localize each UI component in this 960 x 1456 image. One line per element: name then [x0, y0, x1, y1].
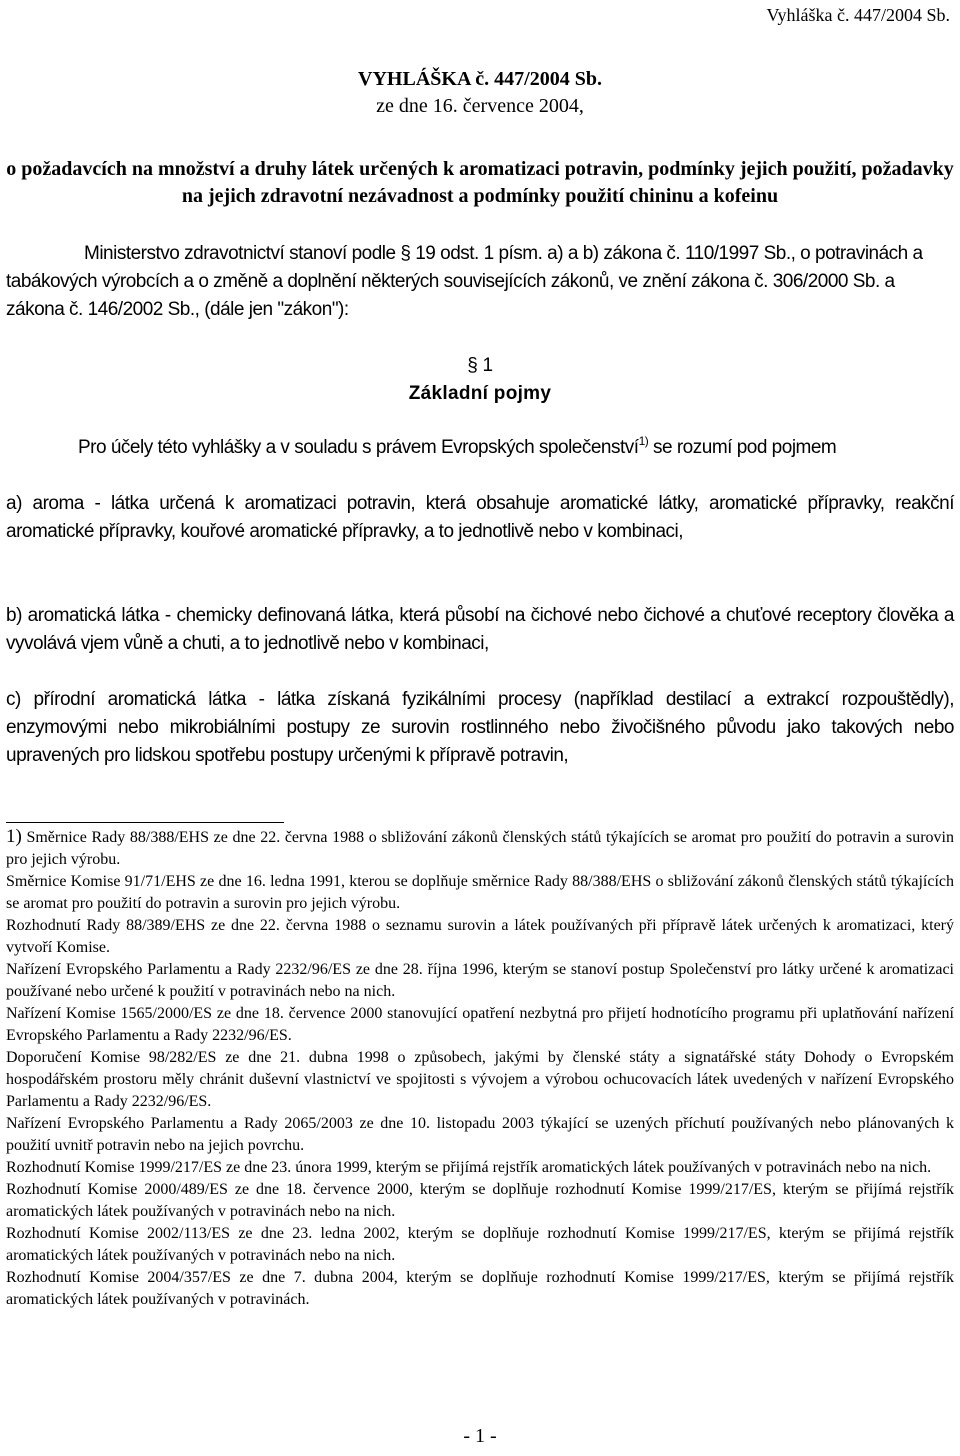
footnote-item: Rozhodnutí Rady 88/389/EHS ze dne 22. června 1988 o seznamu surovin a látek používaných při přípravě látek určených k aromatizaci, který vytvoří Komise. — [6, 917, 954, 956]
footnote-text: Směrnice Rady 88/388/EHS ze dne 22. června 1988 o sbližování zákonů členských států týkajících se aromat pro použití do potravin a surovin pro jejich výrobu. — [6, 829, 955, 868]
footnote-item: Rozhodnutí Komise 2002/113/ES ze dne 23. ledna 2002, kterým se doplňuje rozhodnutí Komise 1999/217/ES, kterým se přijímá rejstřík aromatických látek používaných v potravinách nebo na nich. — [6, 1225, 954, 1264]
footnote-divider — [6, 822, 284, 823]
running-header: Vyhláška č. 447/2004 Sb. — [766, 5, 950, 25]
section-number: § 1 — [467, 355, 493, 376]
footnote-item: Směrnice Komise 91/71/EHS ze dne 16. ledna 1991, kterou se doplňuje směrnice Rady 88/388/EHS o sbližování zákonů členských států týkajících se aromat pro použití do potravin a surovin pro jejich výrobu. — [6, 873, 954, 912]
footnote-item: Rozhodnutí Komise 1999/217/ES ze dne 23. února 1999, kterým se přijímá rejstřík aromatických látek používaných v potravinách nebo na nich. — [6, 1159, 932, 1176]
document-date: ze dne 16. července 2004, — [376, 95, 584, 117]
definition-item-b: b) aromatická látka - chemicky definovaná látka, která působí na čichové nebo čichové a chuťové receptory člověka a vyvolává vjem vůně a chuti, a to jednotlivě nebo v kombinaci, — [6, 605, 954, 654]
footnote-item: Doporučení Komise 98/282/ES ze dne 21. dubna 1998 o způsobech, jakými by členské státy a signatářské státy Dohody o Evropském hospodářském prostoru měly chránit duševní vlastnictví ve spojitosti s vývojem a výrobou ochucovacích látek uvedených v nařízení Evropského Parlamentu a Rady 2232/96/ES. — [6, 1049, 954, 1110]
footnote-item: Nařízení Komise 1565/2000/ES ze dne 18. července 2000 stanovující opatření nezbytná pro přijetí hodnotícího programu při uplatňování nařízení Evropského Parlamentu a Rady 2232/96/ES. — [6, 1005, 954, 1044]
footnote-reference: 1) — [638, 434, 649, 448]
footnote-item: Rozhodnutí Komise 2004/357/ES ze dne 7. dubna 2004, kterým se doplňuje rozhodnutí Komise 1999/217/ES, kterým se přijímá rejstřík aromatických látek používaných v potravinách. — [6, 1269, 954, 1308]
definition-item-c: c) přírodní aromatická látka - látka získaná fyzikálními procesy (například destilací a extrakcí rozpouštědly), enzymovými nebo mikrobiálními postupy ze surovin rostlinného nebo živočišného původu jako takových nebo upravených pro lidskou spotřebu postupy určenými k přípravě potravin, — [6, 689, 954, 766]
section-heading — [0, 352, 960, 408]
section-title: Základní pojmy — [408, 383, 552, 404]
document-subject: o požadavcích na množství a druhy látek určených k aromatizaci potravin, podmínky jejich použití, požadavky na jejich zdravotní nezávadnost a podmínky použití chininu a kofeinu — [6, 158, 954, 207]
intro-text: Pro účely této vyhlášky a v souladu s právem Evropských společenství — [78, 437, 639, 458]
intro-text-end: se rozumí pod pojmem — [648, 437, 837, 458]
footnotes — [6, 826, 954, 1311]
page-number: - 1 - — [463, 1425, 497, 1447]
preamble: Ministerstvo zdravotnictví stanoví podle § 19 odst. 1 písm. a) a b) zákona č. 110/1997 Sb., o potravinách a tabákových výrobcích a o změně a doplnění některých souvisejících zákonů, ve znění zákona č. 306/2000 Sb. a zákona č. 146/2002 Sb., (dále jen "zákon"): — [6, 243, 923, 320]
footnote-item: Nařízení Evropského Parlamentu a Rady 2065/2003 ze dne 10. listopadu 2003 týkající se uzených příchutí používaných nebo plánovaných k použití uvnitř potravin nebo na jejich povrchu. — [6, 1115, 954, 1154]
definition-item-a: a) aroma - látka určená k aromatizaci potravin, která obsahuje aromatické látky, aromatické přípravky, reakční aromatické přípravky, kouřové aromatické přípravky, a to jednotlivě nebo v kombinaci, — [6, 493, 954, 542]
footnote-item: Rozhodnutí Komise 2000/489/ES ze dne 18. července 2000, kterým se doplňuje rozhodnutí Komise 1999/217/ES, kterým se přijímá rejstřík aromatických látek používaných v potravinách nebo na nich. — [6, 1181, 954, 1220]
footnote-item — [6, 826, 954, 871]
footnote-marker: 1) — [6, 826, 22, 847]
section-intro — [6, 434, 954, 462]
title-block — [0, 66, 960, 119]
footnote-item: Nařízení Evropského Parlamentu a Rady 2232/96/ES ze dne 28. října 1996, kterým se stanoví postup Společenství pro látky určené k aromatizaci používané nebo určené k použití v potravinách nebo na nich. — [6, 961, 954, 1000]
document-title: VYHLÁŠKA č. 447/2004 Sb. — [358, 68, 602, 90]
